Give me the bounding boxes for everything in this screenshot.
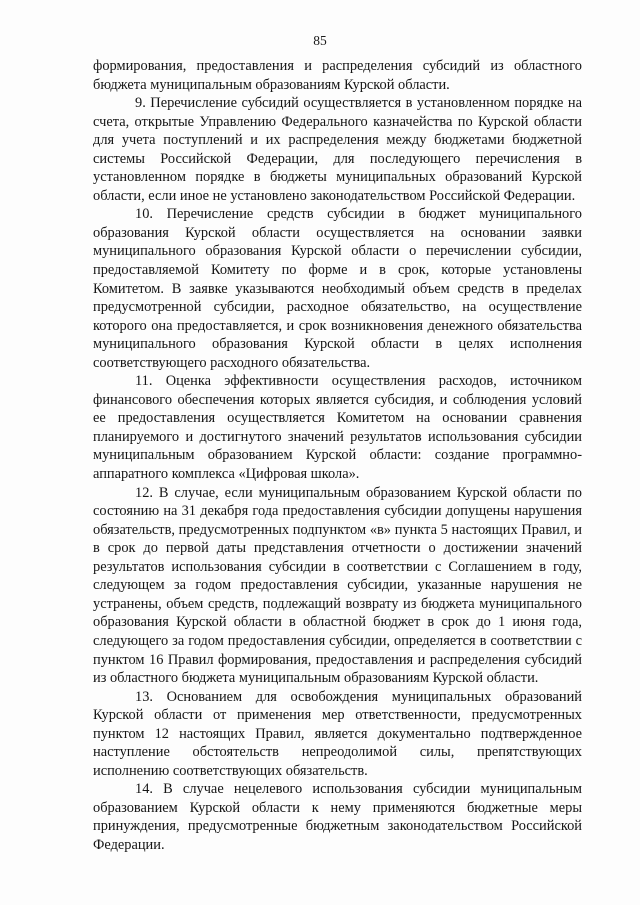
paragraph-14: 14. В случае нецелевого использования субсидии муниципальным образованием Курской области к нему применяются бюджетные меры принуждения, предусмотренные бюджетным законодательством Российской Федерации.: [93, 781, 582, 853]
paragraph-10: 10. Перечисление средств субсидии в бюджет муниципального образования Курской области осуществляется на основании заявки муниципального образования Курской области о перечислении субсидии, предоставляемой Комитету по форме и в срок, которые установлены Комитетом. В заявке указываются необходимый объем средств в пределах предусмотренной субсидии, расходное обязательство, на осуществление которого она предоставляется, и срок возникновения денежного обязательства муниципального образования Курской области в целях исполнения соответствующего расходного обязательства.: [93, 206, 582, 371]
document-body: [93, 57, 582, 855]
paragraph-continuation: формирования, предоставления и распределения субсидий из областного бюджета муниципальным образованиям Курской области.: [93, 58, 582, 93]
paragraph-11: 11. Оценка эффективности осуществления расходов, источником финансового обеспечения которых является субсидия, и соблюдения условий ее предоставления осуществляется Комитетом на основании сравнения планируемого и достигнутого значений результатов использования субсидии муниципальным образованием Курской области: создание программно-аппаратного комплекса «Цифровая школа».: [93, 373, 582, 483]
paragraph-9: 9. Перечисление субсидий осуществляется в установленном порядке на счета, открытые Управлению Федерального казначейства по Курской области для учета поступлений и их распределения между бюджетами бюджетной системы Российской Федерации, для последующего перечисления в установленном порядке в бюджеты муниципальных образований Курской области, если иное не установлено законодательством Российской Федерации.: [93, 95, 582, 204]
paragraph-13: 13. Основанием для освобождения муниципальных образований Курской области от применения мер ответственности, предусмотренных пунктом 12 настоящих Правил, является документально подтвержденное наступление обстоятельств непреодолимой силы, препятствующих исполнению соответствующих обязательств.: [93, 688, 582, 779]
paragraph-12: 12. В случае, если муниципальным образованием Курской области по состоянию на 31 декабря года предоставления субсидии допущены нарушения обязательств, предусмотренных подпунктом «в» пункта 5 настоящих Правил, и в срок до первой даты представления отчетности о достижении значений результатов использования субсидии в соответствии с Соглашением в году, следующем за годом предоставления субсидии, указанные нарушения не устранены, объем средств, подлежащий возврату из бюджета муниципального образования Курской области в областной бюджет в срок до 1 июня года, следующего за годом предоставления субсидии, определяется в соответствии с пунктом 16 Правил формирования, предоставления и распределения субсидий из областного бюджета муниципальным образованиям Курской области.: [93, 484, 582, 687]
page-number: 85: [313, 33, 327, 48]
